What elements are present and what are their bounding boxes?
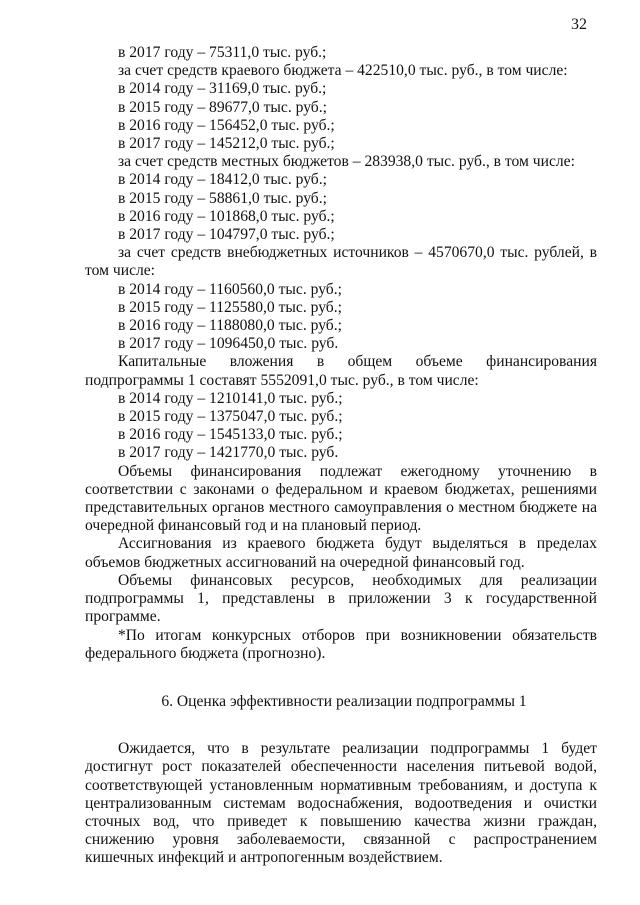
text-line: в 2017 году – 75311,0 тыс. руб.; [118, 44, 327, 61]
text-line: в 2014 году – 18412,0 тыс. руб.; [118, 171, 327, 189]
text-line: в 2015 году – 1125580,0 тыс. руб.; [118, 298, 342, 316]
paragraph-assignments: Ассигнования из краевого бюджета будут выделяться в пределах объемов бюджетных ассигнований на очередной финансовый год. [85, 535, 597, 571]
paragraph-extrabudget: за счет средств внебюджетных источников – 4570670,0 тыс. рублей, в том числе: [85, 244, 597, 280]
text-line: в 2017 году – 1096450,0 тыс. руб. [118, 335, 339, 353]
text-line: в 2017 году – 1421770,0 тыс. руб. [118, 444, 339, 462]
section-heading: 6. Оценка эффективности реализации подпрограммы 1 [161, 692, 527, 710]
text-line: в 2014 году – 31169,0 тыс. руб.; [118, 80, 327, 98]
text-line: в 2016 году – 156452,0 тыс. руб.; [118, 116, 335, 134]
text-line: в 2015 году – 89677,0 тыс. руб.; [118, 98, 327, 116]
paragraph-expected: Ожидается, что в результате реализации подпрограммы 1 будет достигнут рост показателей обеспеченности населения питьевой водой, соответствующей установленным нормативным требованиям, и доступа к централизованным системам водоснабжения, водоотведения и очистки сточных вод, что приведет к повышению качества жизни граждан, снижению уровня заболеваемости, связанной с распространением кишечных инфекций и антропогенным воздействием. [85, 740, 597, 867]
text-line: в 2016 году – 101868,0 тыс. руб.; [118, 207, 335, 225]
text-line: в 2014 году – 1210141,0 тыс. руб.; [118, 389, 343, 407]
text-line: в 2017 году – 104797,0 тыс. руб.; [118, 226, 335, 244]
text-line: в 2016 году – 1188080,0 тыс. руб.; [118, 317, 342, 335]
text-line: в 2015 году – 58861,0 тыс. руб.; [118, 189, 327, 207]
paragraph-volumes: Объемы финансирования подлежат ежегодному уточнению в соответствии с законами о федеральном и краевом бюджетах, решениями представительных органов местного самоуправления о местном бюджете на очередной финансовый год и на плановый период. [85, 462, 597, 535]
text-line: в 2016 году – 1545133,0 тыс. руб.; [118, 426, 343, 444]
text-line: за счет средств краевого бюджета – 422510,0 тыс. руб., в том числе: [118, 62, 568, 80]
paragraph-resources: Объемы финансовых ресурсов, необходимых для реализации подпрограммы 1, представлены в приложении 3 к государственной программе. [85, 571, 597, 626]
paragraph-capital: Капитальные вложения в общем объеме финансирования подпрограммы 1 составят 5552091,0 тыс. руб., в том числе: [85, 353, 597, 389]
text-line: за счет средств местных бюджетов – 283938,0 тыс. руб., в том числе: [118, 153, 575, 171]
page-number: 32 [571, 16, 587, 33]
text-line: в 2014 году – 1160560,0 тыс. руб.; [118, 280, 342, 298]
paragraph-footnote: *По итогам конкурсных отборов при возникновении обязательств федерального бюджета (прогнозно). [85, 626, 597, 662]
document-body [85, 44, 597, 868]
text-line: в 2015 году – 1375047,0 тыс. руб.; [118, 408, 343, 426]
text-line: в 2017 году – 145212,0 тыс. руб.; [118, 135, 335, 153]
